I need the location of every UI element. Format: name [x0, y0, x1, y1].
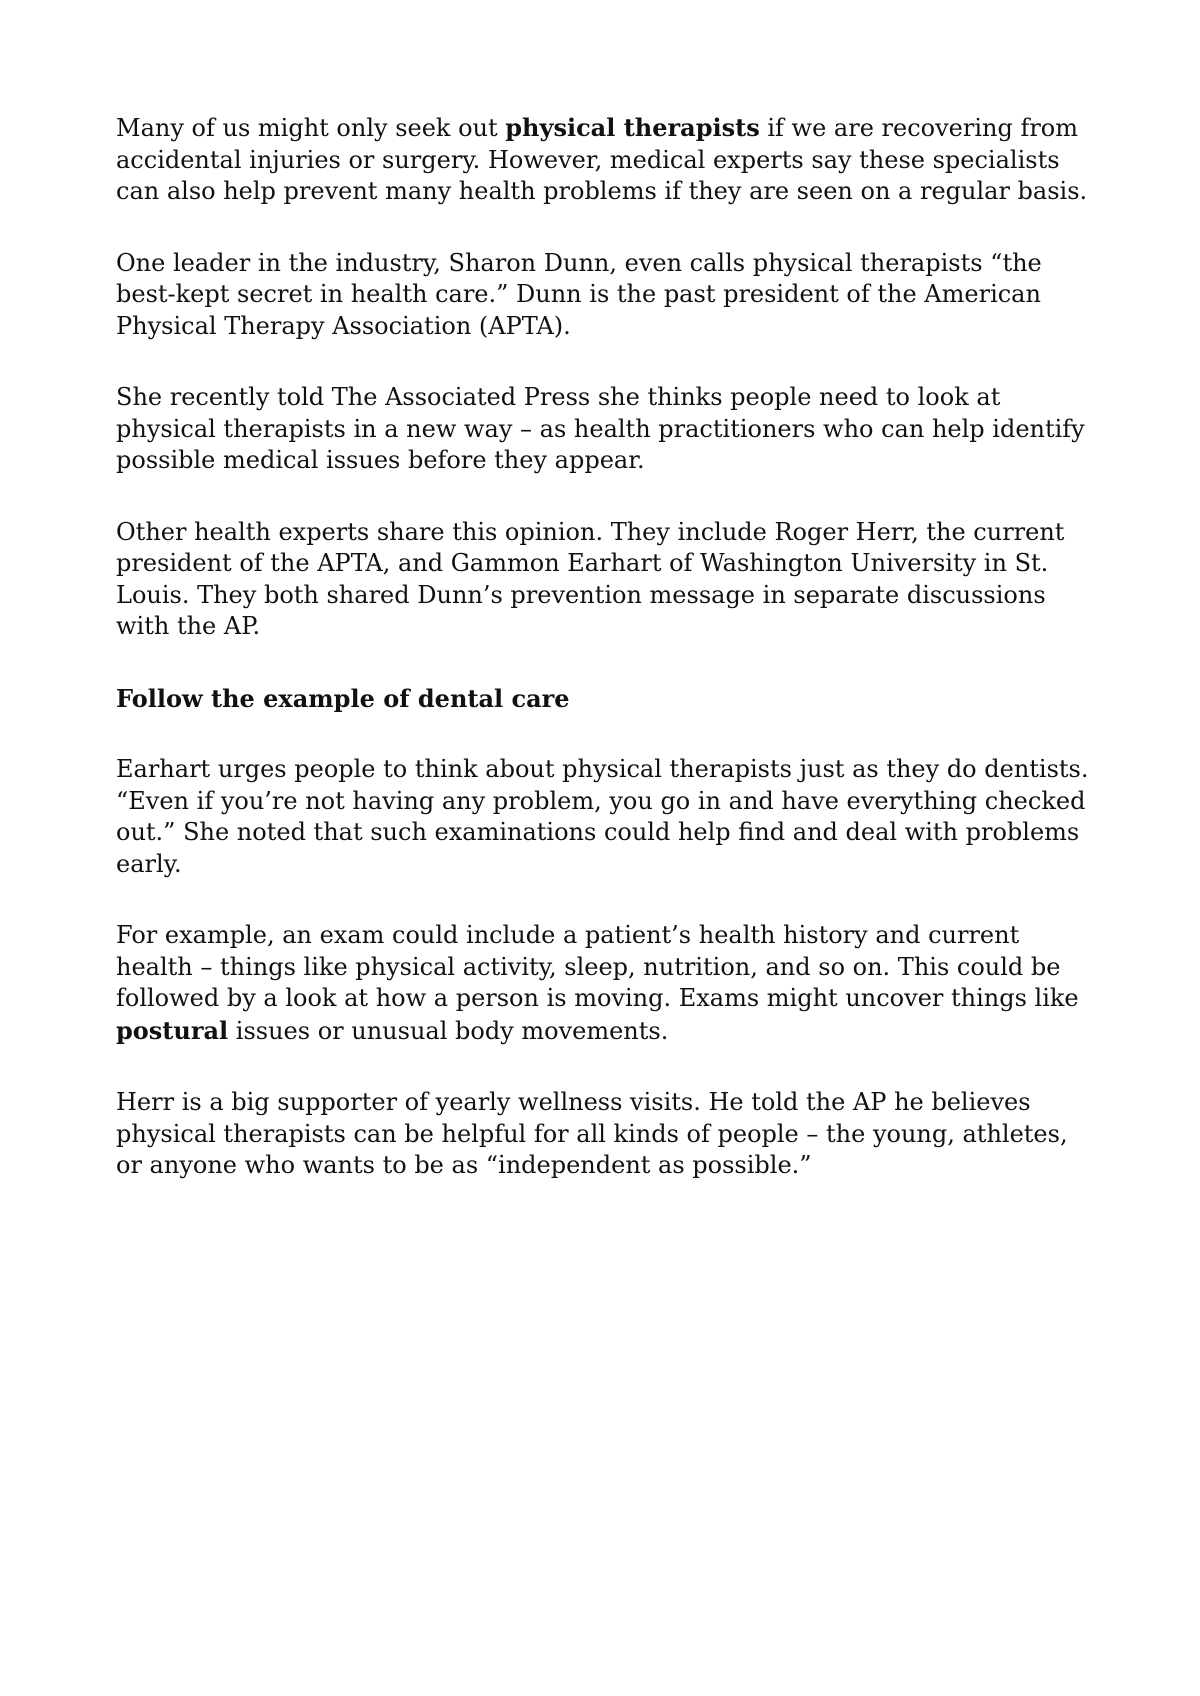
section-heading: Follow the example of dental care [116, 683, 570, 713]
paragraph-6-text-start: For example, an exam could include a patient’s health history and current health – things like physical activity, sleep, nutrition, and so on. This could be followed by a look at how a person is moving. Exams might uncover things like [116, 921, 1079, 1012]
paragraph-2: One leader in the industry, Sharon Dunn, even calls physical therapists “the best-kept secret in health care.” Dunn is the past president of the American Physical Therapy Association (APTA). [116, 248, 1042, 340]
term-postural: postural [116, 1015, 229, 1045]
paragraph-1-text-start: Many of us might only seek out [116, 114, 506, 142]
paragraph-4: Other health experts share this opinion. They include Roger Herr, the current president of the APTA, and Gammon Earhart of Washington University in St. Louis. They both shared Dunn’s prevention message in separate discussions with the AP. [116, 517, 1065, 640]
paragraph-3: She recently told The Associated Press she thinks people need to look at physical therapists in a new way – as health practitioners who can help identify possible medical issues before they appear. [116, 383, 1085, 474]
paragraph-1-text-end: if we are recovering from accidental injuries or surgery. However, medical experts say these specialists can also help prevent many health problems if they are seen on a regular basis. [116, 114, 1088, 205]
paragraph-7: Herr is a big supporter of yearly wellness visits. He told the AP he believes physical therapists can be helpful for all kinds of people – the young, athletes, or anyone who wants to be as “independent as possible.” [116, 1088, 1068, 1179]
paragraph-6 [116, 920, 1096, 1047]
term-physical-therapists: physical therapists [505, 113, 760, 142]
paragraph-6-text-end: issues or unusual body movements. [228, 1016, 669, 1045]
paragraph-5: Earhart urges people to think about physical therapists just as they do dentists. “Even if you’re not having any problem, you go in and have everything checked out.” She noted that such examinations could help find and deal with problems early. [116, 755, 1089, 878]
paragraph-1 [116, 112, 1096, 208]
document-body [116, 112, 1096, 1222]
